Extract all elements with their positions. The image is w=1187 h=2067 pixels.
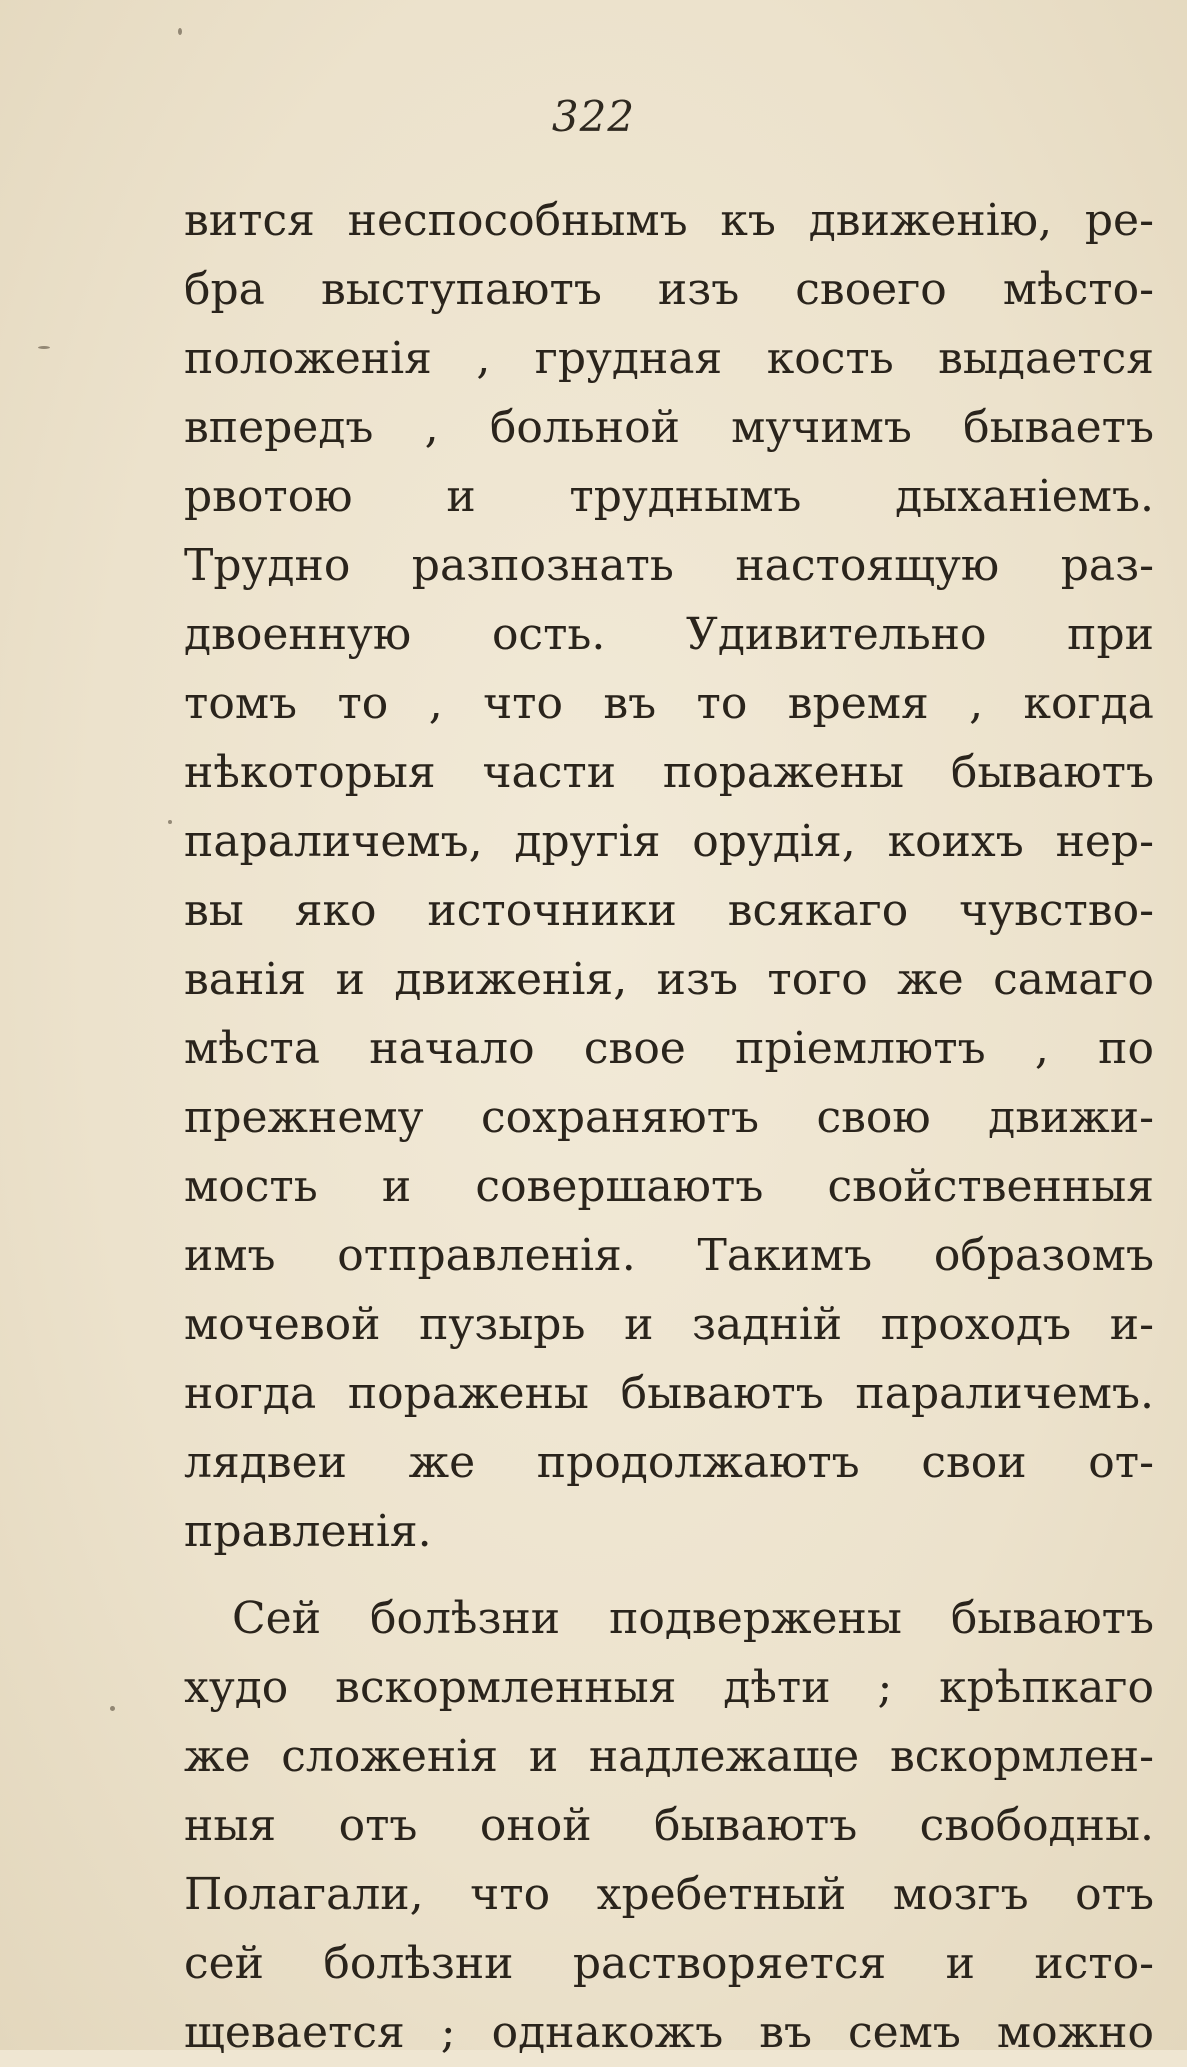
text-word: разпознать <box>411 540 674 591</box>
text-word: вскормлен- <box>889 1731 1154 1782</box>
text-word: дыханіемъ. <box>895 471 1154 522</box>
text-word: бра <box>184 264 265 315</box>
text-word: въ <box>759 2007 812 2058</box>
text-word: и- <box>1109 1299 1154 1350</box>
text-word: надлежаще <box>588 1731 860 1782</box>
speck-mark <box>178 28 182 35</box>
text-word: отъ <box>338 1800 418 1851</box>
text-word: же <box>897 954 964 1005</box>
text-word: при <box>1067 609 1154 660</box>
text-word: параличемъ, <box>184 816 483 867</box>
text-word: впередъ <box>184 402 374 453</box>
text-word: ныя <box>184 1800 277 1851</box>
text-word: свойственныя <box>827 1161 1154 1212</box>
text-word: бываютъ <box>620 1368 824 1419</box>
text-line <box>184 1653 1154 1722</box>
speck-mark <box>110 1706 115 1711</box>
text-word: болѣзни <box>323 1938 514 1989</box>
text-word: раз- <box>1060 540 1154 591</box>
text-word: къ <box>720 195 776 246</box>
text-word: свое <box>583 1023 686 1074</box>
text-word: части <box>482 747 617 798</box>
text-word: томъ <box>184 678 298 729</box>
text-word: хребетный <box>596 1869 847 1920</box>
text-word: имъ <box>184 1230 276 1281</box>
text-word: яко <box>294 885 377 936</box>
text-word: движенію, <box>808 195 1053 246</box>
text-word: мучимъ <box>731 402 912 453</box>
text-line <box>184 1929 1154 1998</box>
text-word: сложенія <box>281 1731 499 1782</box>
text-word: что <box>470 1869 551 1920</box>
text-word: же <box>184 1731 251 1782</box>
text-word: бываютъ <box>950 1593 1154 1644</box>
text-word: изъ <box>657 264 740 315</box>
text-word: неспособнымъ <box>347 195 688 246</box>
speck-mark <box>38 346 50 349</box>
text-line <box>184 462 1154 531</box>
text-line <box>184 876 1154 945</box>
text-word: Удивительно <box>686 609 987 660</box>
text-line <box>184 669 1154 738</box>
text-word: то <box>696 678 748 729</box>
body-text <box>184 186 1154 2067</box>
speck-mark <box>168 820 172 824</box>
text-word: изъ <box>656 954 738 1005</box>
text-word: мочевой <box>184 1299 381 1350</box>
text-word: отправленія. <box>337 1230 636 1281</box>
text-word: , <box>424 402 439 453</box>
text-line <box>184 1221 1154 1290</box>
text-line <box>184 1998 1154 2067</box>
text-word: свободны. <box>919 1800 1154 1851</box>
text-word: источники <box>427 885 677 936</box>
text-word: больной <box>489 402 680 453</box>
text-word: и <box>945 1938 975 1989</box>
text-line <box>184 1083 1154 1152</box>
text-word: нер- <box>1055 816 1154 867</box>
text-word: оной <box>479 1800 592 1851</box>
text-line <box>184 1497 1154 1566</box>
text-word: и <box>624 1299 654 1350</box>
text-word: бываютъ <box>654 1800 858 1851</box>
text-line <box>184 1290 1154 1359</box>
text-word: образомъ <box>933 1230 1154 1281</box>
text-word: проходъ <box>880 1299 1072 1350</box>
text-word: и <box>446 471 476 522</box>
text-line <box>184 1359 1154 1428</box>
text-word: другія <box>514 816 661 867</box>
text-word: положенія <box>184 333 432 384</box>
text-line <box>184 945 1154 1014</box>
text-word: того <box>767 954 868 1005</box>
text-word: мѣсто- <box>1002 264 1154 315</box>
text-word: двоенную <box>184 609 412 660</box>
text-word: труднымъ <box>569 471 802 522</box>
text-word: ре- <box>1084 195 1154 246</box>
text-line <box>184 1584 1154 1653</box>
text-word: лядвеи <box>184 1437 347 1488</box>
text-line <box>184 324 1154 393</box>
text-line <box>184 255 1154 324</box>
text-word: своего <box>795 264 947 315</box>
text-word: же <box>408 1437 476 1488</box>
text-word: движенія, <box>394 954 628 1005</box>
text-word: свою <box>816 1092 931 1143</box>
text-word: , <box>476 333 491 384</box>
text-word: мозгъ <box>892 1869 1029 1920</box>
text-word: всякаго <box>727 885 909 936</box>
text-line <box>184 1722 1154 1791</box>
text-word: худо <box>184 1662 289 1713</box>
text-word: семъ <box>848 2007 961 2058</box>
text-word: прежнему <box>184 1092 424 1143</box>
text-word: задній <box>692 1299 843 1350</box>
text-word: , <box>969 678 984 729</box>
text-word: Такимъ <box>697 1230 873 1281</box>
text-word: что <box>483 678 563 729</box>
text-line <box>184 807 1154 876</box>
text-line <box>184 1428 1154 1497</box>
text-word: орудія, <box>692 816 856 867</box>
text-word: нѣкоторыя <box>184 747 436 798</box>
text-word: выступаютъ <box>320 264 602 315</box>
text-word: растворяется <box>572 1938 887 1989</box>
text-word: въ <box>603 678 657 729</box>
text-word: мѣста <box>184 1023 320 1074</box>
text-word: Сей <box>232 1593 322 1644</box>
text-word: бываютъ <box>950 747 1154 798</box>
text-word: сей <box>184 1938 265 1989</box>
text-word: ногда <box>184 1368 317 1419</box>
text-line <box>184 1152 1154 1221</box>
text-word: однакожъ <box>491 2007 724 2058</box>
text-word: рвотою <box>184 471 353 522</box>
text-word: и <box>528 1731 559 1782</box>
text-word: совершаютъ <box>475 1161 764 1212</box>
text-word: ость. <box>491 609 606 660</box>
text-word: начало <box>369 1023 535 1074</box>
text-word: болѣзни <box>370 1593 561 1644</box>
text-word: параличемъ. <box>855 1368 1154 1419</box>
text-word: самаго <box>993 954 1154 1005</box>
text-line <box>184 738 1154 807</box>
text-word: то <box>337 678 389 729</box>
text-word: щевается <box>184 2007 405 2058</box>
text-word: поражены <box>347 1368 589 1419</box>
text-line <box>184 1860 1154 1929</box>
text-word: бываетъ <box>963 402 1154 453</box>
text-word: от- <box>1088 1437 1154 1488</box>
text-word: свои <box>921 1437 1027 1488</box>
page-number: 322 <box>551 92 636 141</box>
text-word: кость <box>766 333 894 384</box>
text-word: движи- <box>988 1092 1154 1143</box>
text-word: выдается <box>938 333 1154 384</box>
text-word: чувство- <box>959 885 1154 936</box>
text-word: пріемлютъ <box>735 1023 986 1074</box>
text-word: подвержены <box>609 1593 902 1644</box>
text-word: ; <box>440 2007 456 2058</box>
text-line <box>184 531 1154 600</box>
text-word: , <box>428 678 443 729</box>
text-word: коихъ <box>887 816 1024 867</box>
text-word: правленія. <box>184 1506 432 1557</box>
text-word: по <box>1098 1023 1154 1074</box>
text-word: можно <box>996 2007 1154 2058</box>
text-word: крѣпкаго <box>939 1662 1154 1713</box>
text-word: продолжаютъ <box>536 1437 860 1488</box>
text-word: Трудно <box>184 540 351 591</box>
text-word: поражены <box>662 747 904 798</box>
text-word: ванія <box>184 954 307 1005</box>
text-word: и <box>381 1161 412 1212</box>
text-word: ; <box>877 1662 893 1713</box>
text-word: дѣти <box>723 1662 831 1713</box>
text-word: сохраняютъ <box>480 1092 760 1143</box>
text-word: , <box>1034 1023 1049 1074</box>
text-word: Полагали, <box>184 1869 424 1920</box>
text-word: пузырь <box>419 1299 586 1350</box>
text-word: отъ <box>1075 1869 1154 1920</box>
text-line <box>184 393 1154 462</box>
text-line <box>184 1791 1154 1860</box>
text-word: вится <box>184 195 315 246</box>
text-word: время <box>787 678 929 729</box>
text-line <box>184 1014 1154 1083</box>
text-word: когда <box>1023 678 1154 729</box>
text-word: исто- <box>1034 1938 1154 1989</box>
text-line <box>184 600 1154 669</box>
text-word: и <box>335 954 365 1005</box>
text-word: настоящую <box>735 540 1000 591</box>
text-word: грудная <box>534 333 723 384</box>
text-word: вскормленныя <box>335 1662 677 1713</box>
text-word: вы <box>184 885 244 936</box>
text-word: мость <box>184 1161 318 1212</box>
text-line <box>184 186 1154 255</box>
